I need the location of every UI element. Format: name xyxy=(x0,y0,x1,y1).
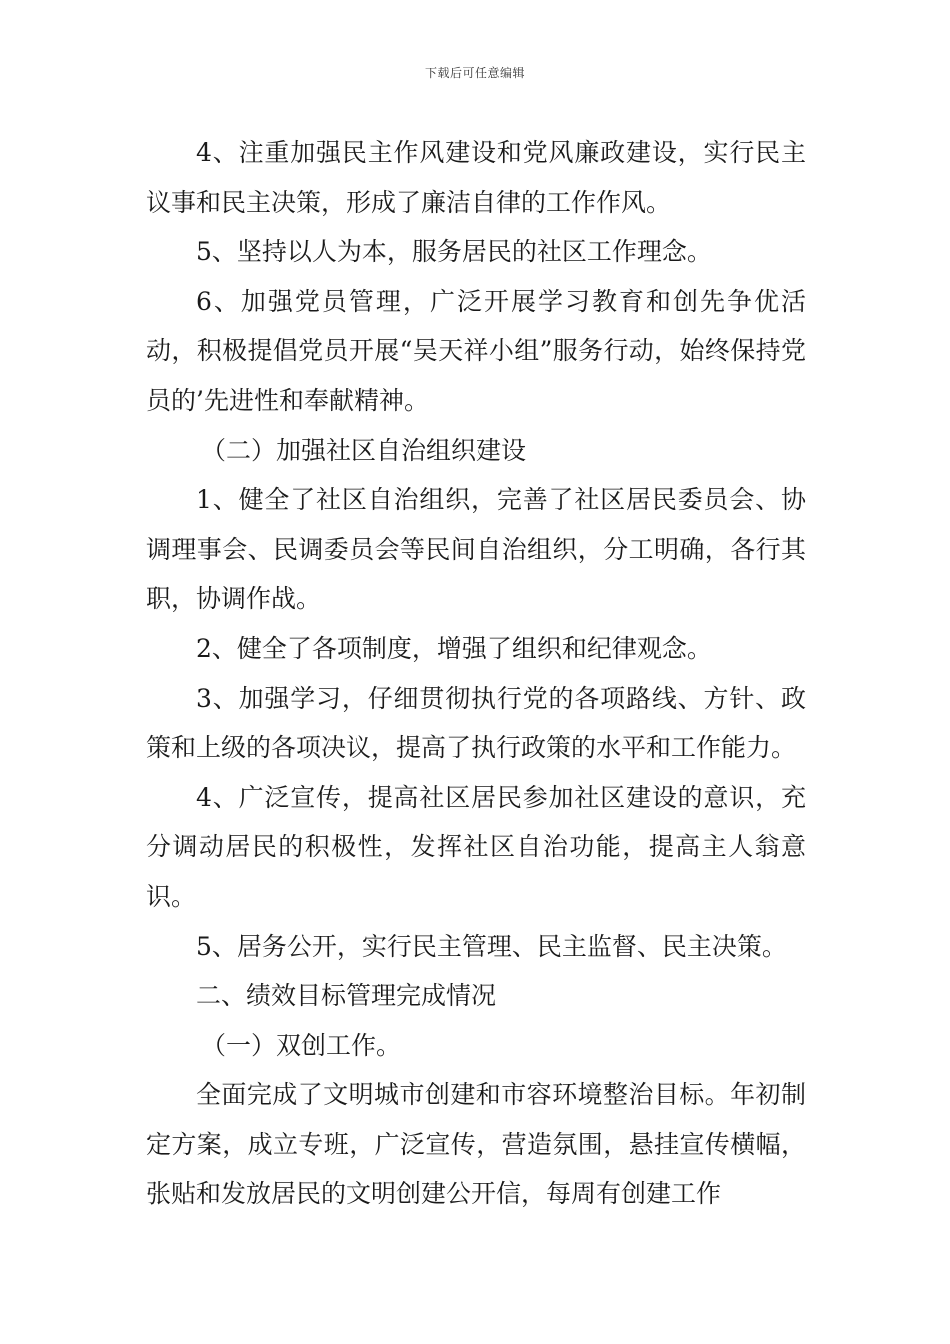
section-heading: （二）加强社区自治组织建设 xyxy=(201,435,527,465)
page-header: 下载后可任意编辑 xyxy=(424,66,525,80)
paragraph: 3、加强学习，仔细贯彻执行党的各项路线、方针、政策和上级的各项决议，提高了执行政策的水平和工作能力。 xyxy=(146,683,806,763)
paragraph: 全面完成了文明城市创建和市容环境整治目标。年初制定方案，成立专班，广泛宣传，营造氛围，悬挂宣传横幅，张贴和发放居民的文明创建公开信，每周有创建工作 xyxy=(146,1080,806,1209)
paragraph: 4、注重加强民主作风建设和党风廉政建设，实行民主议事和民主决策，形成了廉洁自律的工作作风。 xyxy=(146,138,806,217)
section-heading: 二、绩效目标管理完成情况 xyxy=(196,981,497,1011)
paragraph: 2、健全了各项制度，增强了组织和纪律观念。 xyxy=(196,633,712,663)
paragraph: 1、健全了社区自治组织，完善了社区居民委员会、协调理事会、民调委员会等民间自治组织，分工明确，各行其职，协调作战。 xyxy=(146,485,806,614)
paragraph: 5、坚持以人为本，服务居民的社区工作理念。 xyxy=(196,237,712,267)
paragraph: 4、广泛宣传，提高社区居民参加社区建设的意识，充分调动居民的积极性，发挥社区自治功能，提高主人翁意识。 xyxy=(146,782,806,911)
document-body xyxy=(146,128,806,1219)
paragraph: 5、居务公开，实行民主管理、民主监督、民主决策。 xyxy=(196,931,787,961)
subsection-heading: （一）双创工作。 xyxy=(201,1030,402,1060)
paragraph: 6、加强党员管理，广泛开展学习教育和创先争优活动，积极提倡党员开展“吴天祥小组”服务行动，始终保持党员的’先进性和奉献精神。 xyxy=(146,286,806,415)
